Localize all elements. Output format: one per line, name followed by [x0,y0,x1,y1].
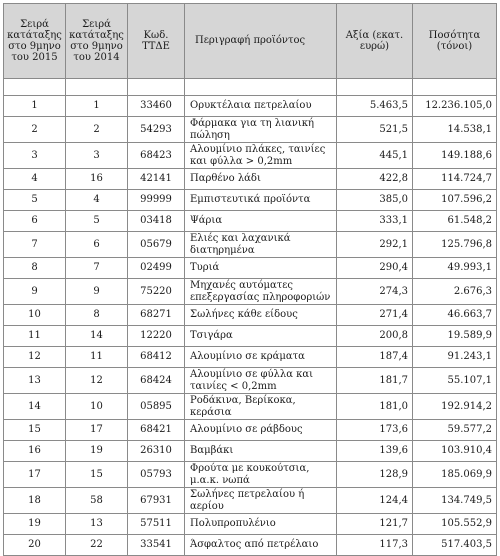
cell-quantity: 517.403,5 [413,535,497,556]
cell-rank-2014: 19 [66,441,128,462]
cell-value: 173,6 [337,420,413,441]
spacer-cell [413,79,497,96]
cell-rank-2015: 18 [4,488,66,514]
cell-quantity: 61.548,2 [413,211,497,232]
table-row [4,368,497,394]
table-row [4,190,497,211]
cell-rank-2015: 19 [4,514,66,535]
cell-rank-2014: 12 [66,368,128,394]
cell-code: 05679 [128,232,185,258]
cell-rank-2014: 2 [66,117,128,143]
table-row [4,535,497,556]
cell-rank-2014: 8 [66,305,128,326]
table-row [4,305,497,326]
cell-rank-2014: 4 [66,190,128,211]
header-quantity: Ποσότητα (τόνοι) [413,4,497,79]
cell-rank-2014: 9 [66,279,128,305]
cell-value: 5.463,5 [337,96,413,117]
cell-quantity: 91.243,1 [413,347,497,368]
cell-code: 02499 [128,258,185,279]
cell-code: 33460 [128,96,185,117]
cell-description: Παρθένο λάδι [185,169,337,190]
cell-description: Σωλήνες κάθε είδους [185,305,337,326]
cell-code: 05793 [128,462,185,488]
cell-rank-2015: 14 [4,394,66,420]
cell-code: 75220 [128,279,185,305]
cell-rank-2014: 16 [66,169,128,190]
cell-value: 124,4 [337,488,413,514]
table-row [4,347,497,368]
export-products-table [3,3,497,556]
cell-quantity: 114.724,7 [413,169,497,190]
cell-value: 128,9 [337,462,413,488]
cell-quantity: 185.069,9 [413,462,497,488]
table-row [4,258,497,279]
cell-description: Τσιγάρα [185,326,337,347]
cell-value: 292,1 [337,232,413,258]
cell-rank-2014: 1 [66,96,128,117]
cell-rank-2015: 20 [4,535,66,556]
spacer-cell [66,79,128,96]
cell-rank-2014: 3 [66,143,128,169]
cell-value: 274,3 [337,279,413,305]
cell-value: 139,6 [337,441,413,462]
cell-quantity: 125.796,8 [413,232,497,258]
cell-description: Ψάρια [185,211,337,232]
cell-code: 54293 [128,117,185,143]
cell-value: 333,1 [337,211,413,232]
cell-value: 200,8 [337,326,413,347]
cell-description: Άσφαλτος από πετρέλαιο [185,535,337,556]
table-row [4,394,497,420]
table-row [4,514,497,535]
cell-rank-2015: 16 [4,441,66,462]
cell-quantity: 19.589,9 [413,326,497,347]
cell-description: Εμπιστευτικά προϊόντα [185,190,337,211]
cell-description: Φρούτα με κουκούτσια, μ.α.κ. νωπά [185,462,337,488]
table-row [4,420,497,441]
cell-rank-2015: 2 [4,117,66,143]
cell-description: Μηχανές αυτόματες επεξεργασίας πληροφοριών [185,279,337,305]
cell-quantity: 49.993,1 [413,258,497,279]
cell-value: 121,7 [337,514,413,535]
cell-description: Αλουμίνιο σε ράβδους [185,420,337,441]
cell-rank-2014: 14 [66,326,128,347]
cell-value: 422,8 [337,169,413,190]
spacer-cell [337,79,413,96]
spacer-row [4,79,497,96]
cell-description: Αλουμίνιο σε φύλλα και ταινίες < 0,2mm [185,368,337,394]
cell-description: Φάρμακα για τη λιανική πώληση [185,117,337,143]
cell-code: 99999 [128,190,185,211]
table-row [4,143,497,169]
cell-code: 68421 [128,420,185,441]
cell-rank-2014: 11 [66,347,128,368]
cell-rank-2015: 6 [4,211,66,232]
cell-rank-2014: 15 [66,462,128,488]
cell-rank-2015: 10 [4,305,66,326]
cell-quantity: 107.596,2 [413,190,497,211]
table-body [4,79,497,556]
cell-code: 26310 [128,441,185,462]
header-code: Κωδ. ΤΤΔΕ [128,4,185,79]
cell-rank-2015: 9 [4,279,66,305]
header-row [4,4,497,79]
cell-value: 521,5 [337,117,413,143]
cell-rank-2015: 8 [4,258,66,279]
cell-value: 117,3 [337,535,413,556]
cell-rank-2015: 1 [4,96,66,117]
cell-rank-2014: 6 [66,232,128,258]
cell-rank-2014: 58 [66,488,128,514]
cell-rank-2014: 7 [66,258,128,279]
cell-description: Σωλήνες πετρελαίου ή αερίου [185,488,337,514]
header-rank-2015: Σειρά κατάταξης στο 9μηνο του 2015 [4,4,66,79]
cell-code: 05895 [128,394,185,420]
cell-quantity: 2.676,3 [413,279,497,305]
cell-description: Ορυκτέλαια πετρελαίου [185,96,337,117]
cell-value: 181,7 [337,368,413,394]
cell-rank-2014: 17 [66,420,128,441]
spacer-cell [185,79,337,96]
cell-rank-2015: 4 [4,169,66,190]
cell-quantity: 105.552,9 [413,514,497,535]
cell-rank-2014: 5 [66,211,128,232]
cell-description: Τυριά [185,258,337,279]
cell-code: 33541 [128,535,185,556]
cell-code: 68424 [128,368,185,394]
cell-rank-2015: 5 [4,190,66,211]
table-row [4,488,497,514]
table-row [4,211,497,232]
table-row [4,232,497,258]
cell-value: 385,0 [337,190,413,211]
cell-code: 42141 [128,169,185,190]
cell-description: Αλουμίνιο πλάκες, ταινίες και φύλλα > 0,2mm [185,143,337,169]
cell-quantity: 149.188,6 [413,143,497,169]
cell-quantity: 14.538,1 [413,117,497,143]
cell-quantity: 55.107,1 [413,368,497,394]
cell-quantity: 12.236.105,0 [413,96,497,117]
cell-value: 187,4 [337,347,413,368]
cell-value: 271,4 [337,305,413,326]
cell-code: 68423 [128,143,185,169]
cell-rank-2015: 17 [4,462,66,488]
table-header [4,4,497,79]
cell-quantity: 46.663,7 [413,305,497,326]
table-row [4,441,497,462]
table-row [4,169,497,190]
export-products-table-container [3,3,496,551]
cell-quantity: 59.577,2 [413,420,497,441]
header-rank-2014: Σειρά κατάταξης στο 9μηνο του 2014 [66,4,128,79]
cell-rank-2015: 7 [4,232,66,258]
cell-code: 03418 [128,211,185,232]
table-row [4,279,497,305]
cell-code: 12220 [128,326,185,347]
cell-rank-2014: 13 [66,514,128,535]
cell-description: Βαμβάκι [185,441,337,462]
cell-rank-2015: 13 [4,368,66,394]
cell-rank-2014: 22 [66,535,128,556]
cell-value: 290,4 [337,258,413,279]
cell-quantity: 134.749,5 [413,488,497,514]
header-description: Περιγραφή προϊόντος [185,4,337,79]
cell-quantity: 192.914,2 [413,394,497,420]
cell-rank-2015: 15 [4,420,66,441]
cell-value: 181,0 [337,394,413,420]
cell-code: 57511 [128,514,185,535]
cell-rank-2015: 11 [4,326,66,347]
cell-code: 68412 [128,347,185,368]
cell-code: 68271 [128,305,185,326]
cell-rank-2015: 12 [4,347,66,368]
cell-code: 67931 [128,488,185,514]
cell-description: Ροδάκινα, Βερίκοκα, κεράσια [185,394,337,420]
cell-description: Αλουμίνιο σε κράματα [185,347,337,368]
cell-description: Πολυπροπυλένιο [185,514,337,535]
spacer-cell [4,79,66,96]
cell-rank-2015: 3 [4,143,66,169]
table-row [4,326,497,347]
table-row [4,117,497,143]
spacer-cell [128,79,185,96]
cell-rank-2014: 10 [66,394,128,420]
cell-description: Ελιές και λαχανικά διατηρημένα [185,232,337,258]
cell-value: 445,1 [337,143,413,169]
table-row [4,96,497,117]
header-value: Αξία (εκατ. ευρώ) [337,4,413,79]
cell-quantity: 103.910,4 [413,441,497,462]
table-row [4,462,497,488]
